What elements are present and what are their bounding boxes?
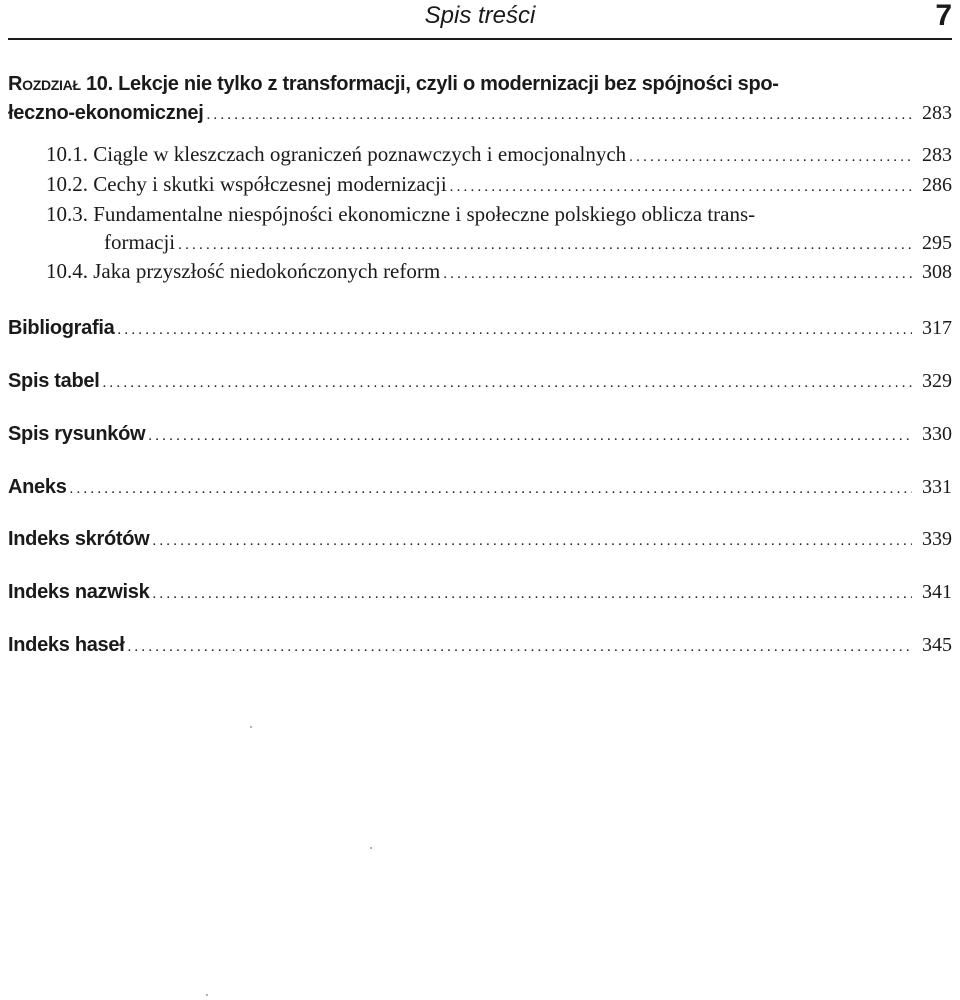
entry-title: Spis rysunków — [8, 423, 146, 445]
page-number: 331 — [922, 476, 952, 498]
chapter-title-line2: łeczno-ekonomicznej — [8, 102, 204, 124]
toc-entry-list-of-tables[interactable] — [8, 370, 952, 398]
toc-entry-section[interactable] — [104, 230, 952, 258]
toc-entry-abbreviations-index[interactable] — [8, 528, 952, 556]
section-title: 10.1. Ciągle w kleszczach ograniczeń poznawczych i emocjonalnych — [46, 142, 627, 166]
dot-leader — [127, 639, 912, 656]
toc-entry-chapter[interactable] — [8, 102, 952, 130]
dot-leader — [70, 481, 912, 498]
page-number: 330 — [922, 423, 952, 445]
header-page-number: 7 — [935, 0, 952, 32]
header-title: Spis treści — [424, 2, 536, 29]
page-number: 295 — [922, 232, 952, 254]
page-number: 345 — [922, 634, 952, 656]
toc-entry-bibliography[interactable] — [8, 317, 952, 345]
toc-entry-section[interactable] — [46, 259, 952, 287]
section-title: 10.2. Cechy i skutki współczesnej modernizacji — [46, 172, 447, 196]
entry-title: Spis tabel — [8, 370, 100, 392]
running-header — [8, 0, 952, 40]
dot-leader — [450, 179, 912, 196]
dot-leader — [206, 107, 912, 124]
toc-entry-appendix[interactable] — [8, 476, 952, 504]
scan-speck — [206, 994, 208, 996]
scan-speck — [370, 847, 372, 849]
page-number: 339 — [922, 528, 952, 550]
dot-leader — [148, 428, 912, 445]
entry-title: Indeks nazwisk — [8, 581, 150, 603]
toc-entry-section[interactable] — [46, 172, 952, 200]
dot-leader — [117, 322, 912, 339]
page-number: 308 — [922, 261, 952, 283]
toc-entry-section[interactable] — [46, 142, 952, 170]
chapter-label: Rozdział — [8, 73, 81, 95]
entry-title: Aneks — [8, 476, 67, 498]
entry-title: Indeks haseł — [8, 634, 125, 656]
entry-title: Indeks skrótów — [8, 528, 150, 550]
chapter-number: 10. — [85, 73, 113, 95]
chapter-title-text: Lekcje nie tylko z transformacji, czyli o modernizacji bez spójności spo- — [118, 73, 779, 95]
page-number: 283 — [922, 144, 952, 166]
toc-entry-list-of-figures[interactable] — [8, 423, 952, 451]
section-title: 10.4. Jaka przyszłość niedokończonych reform — [46, 259, 441, 283]
chapter-title-line1 — [8, 70, 779, 98]
page-number: 286 — [922, 174, 952, 196]
dot-leader — [629, 149, 912, 166]
dot-leader — [152, 533, 912, 550]
dot-leader — [152, 586, 912, 603]
dot-leader — [443, 266, 912, 283]
page-number: 283 — [922, 102, 952, 124]
page-number: 329 — [922, 370, 952, 392]
toc-entry-name-index[interactable] — [8, 581, 952, 609]
dot-leader — [102, 375, 912, 392]
dot-leader — [178, 237, 912, 254]
scan-speck — [250, 726, 252, 728]
toc-entry-subject-index[interactable] — [8, 634, 952, 662]
page-number: 317 — [922, 317, 952, 339]
entry-title: Bibliografia — [8, 317, 115, 339]
section-title-line2: formacji — [104, 230, 176, 254]
section-title-line1: 10.3. Fundamentalne niespójności ekonomiczne i społeczne polskiego oblicza trans- — [46, 202, 756, 226]
page-number: 341 — [922, 581, 952, 603]
